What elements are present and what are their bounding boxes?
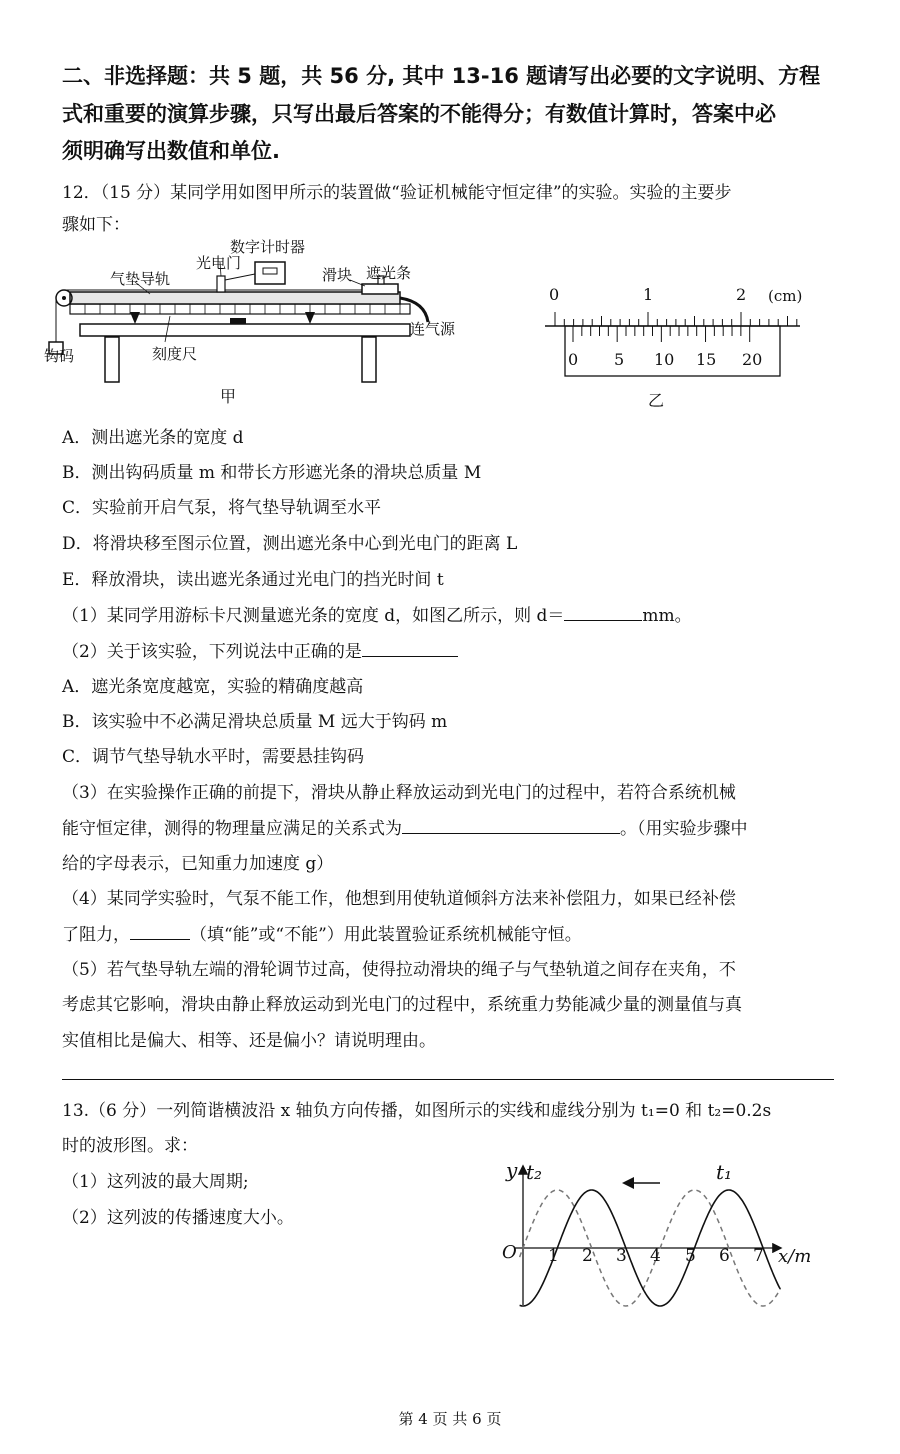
q13-intro-line1: 13.（6 分）一列简谐横波沿 x 轴负方向传播，如图所示的实线和虚线分别为 t₁=0 和 t₂=0.2s — [62, 1101, 772, 1121]
step-b: B．测出钩码质量 m 和带长方形遮光条的滑块总质量 M — [62, 463, 482, 483]
section-header-line2: 式和重要的演算步骤，只写出最后答案的不能得分；有数值计算时，答案中必 — [62, 102, 776, 126]
label-photogate: 光电门 — [196, 254, 242, 272]
step-c: C．实验前开启气泵，将气垫导轨调至水平 — [62, 498, 382, 518]
q12-sub3-text: 能守恒定律，测得的物理量应满足的关系式为 — [62, 819, 402, 839]
label-weight: 钩码 — [44, 347, 75, 365]
wave-tick-5: 5 — [685, 1246, 696, 1266]
q12-sub2 — [62, 637, 458, 662]
q12-intro-line1: 12．（15 分）某同学用如图甲所示的装置做“验证机械能守恒定律”的实验。实验的主要步 — [62, 183, 732, 203]
label-shade: 遮光条 — [366, 264, 412, 282]
vernier-label-15: 15 — [696, 350, 717, 369]
label-track: 气垫导轨 — [110, 270, 171, 288]
wave-y-label: y — [506, 1158, 518, 1182]
q12-sub2-option-a: A．遮光条宽度越宽，实验的精确度越高 — [62, 677, 364, 697]
q12-sub2-text: （2）关于该实验，下列说法中正确的是 — [62, 642, 362, 662]
wave-t1-label: t₁ — [716, 1160, 733, 1184]
wave-x-label: x/m — [778, 1246, 812, 1267]
vernier-label-5: 5 — [614, 350, 625, 369]
label-scale: 刻度尺 — [152, 345, 198, 363]
q12-sub5-line1: （5）若气垫导轨左端的滑轮调节过高，使得拉动滑块的绳子与气垫轨道之间存在夹角，不 — [62, 960, 736, 980]
q12-sub1 — [62, 601, 692, 626]
vernier-label-20: 20 — [742, 350, 763, 369]
q12-sub3-line1: （3）在实验操作正确的前提下，滑块从静止释放运动到光电门的过程中，若符合系统机械 — [62, 783, 736, 803]
q13-intro-line2: 时的波形图。求： — [62, 1136, 198, 1156]
label-slider: 滑块 — [322, 266, 353, 284]
vernier-label-10: 10 — [654, 350, 675, 369]
wave-tick-2: 2 — [582, 1246, 593, 1266]
section-header-line3: 须明确写出数值和单位. — [62, 139, 280, 163]
answer-blank-sub4[interactable] — [130, 938, 190, 940]
section-header-line1: 二、非选择题：共 5 题，共 56 分, 其中 13-16 题请写出必要的文字说明、方程 — [62, 64, 821, 88]
main-label-2: 2 — [736, 285, 747, 304]
caption-jia: 甲 — [220, 387, 237, 406]
q12-sub2-option-c: C．调节气垫导轨水平时，需要悬挂钩码 — [62, 747, 365, 767]
step-a: A．测出遮光条的宽度 d — [62, 428, 244, 448]
wave-t2-label: t₂ — [526, 1160, 543, 1184]
q12-sub1-unit: mm。 — [642, 606, 692, 626]
label-air-source: 连气源 — [410, 320, 456, 338]
answer-blank-sub2[interactable] — [362, 655, 458, 657]
section-divider — [62, 1079, 834, 1080]
q12-intro-line2: 骤如下： — [62, 215, 130, 235]
caption-yi: 乙 — [648, 391, 665, 410]
step-e: E．释放滑块，读出遮光条通过光电门的挡光时间 t — [62, 570, 444, 590]
wave-tick-7: 7 — [753, 1246, 764, 1266]
answer-blank-d[interactable] — [564, 619, 642, 621]
wave-tick-4: 4 — [650, 1246, 661, 1266]
step-d: D．将滑块移至图示位置，测出遮光条中心到光电门的距离 L — [62, 534, 518, 554]
wave-tick-6: 6 — [719, 1246, 730, 1266]
q12-sub1-text: （1）某同学用游标卡尺测量遮光条的宽度 d，如图乙所示，则 d＝ — [62, 606, 565, 626]
q12-sub4-text: 了阻力， — [62, 925, 130, 945]
q12-sub4-line1: （4）某同学实验时，气泵不能工作，他想到用使轨道倾斜方法来补偿阻力，如果已经补偿 — [62, 889, 736, 909]
wave-figure — [495, 1155, 825, 1315]
vernier-label-0: 0 — [568, 350, 579, 369]
main-label-1: 1 — [643, 285, 654, 304]
wave-tick-1: 1 — [548, 1246, 559, 1266]
answer-blank-relation[interactable] — [402, 832, 620, 834]
q12-sub3-line2 — [62, 814, 748, 839]
page-footer: 第 4 页 共 6 页 — [398, 1410, 502, 1428]
label-timer: 数字计时器 — [230, 238, 306, 256]
q12-sub2-option-b: B．该实验中不必满足滑块总质量 M 远大于钩码 m — [62, 712, 448, 732]
q12-sub4-line2 — [62, 920, 582, 945]
wave-tick-3: 3 — [616, 1246, 627, 1266]
q12-sub5-line3: 实值相比是偏大、相等、还是偏小？请说明理由。 — [62, 1031, 436, 1051]
main-label-unit: (cm) — [768, 287, 803, 305]
q13-sub1: （1）这列波的最大周期; — [62, 1172, 249, 1192]
q12-sub3-line3: 给的字母表示，已知重力加速度 g） — [62, 854, 334, 874]
q12-sub3-tail: 。（用实验步骤中 — [620, 819, 748, 839]
wave-origin-label: O — [502, 1242, 517, 1263]
q13-sub2: （2）这列波的传播速度大小。 — [62, 1208, 294, 1228]
q12-sub5-line2: 考虑其它影响，滑块由静止释放运动到光电门的过程中，系统重力势能减少量的测量值与真 — [62, 995, 742, 1015]
main-label-0: 0 — [549, 285, 560, 304]
q12-sub4-tail: （填“能”或“不能”）用此装置验证系统机械能守恒。 — [190, 925, 582, 945]
